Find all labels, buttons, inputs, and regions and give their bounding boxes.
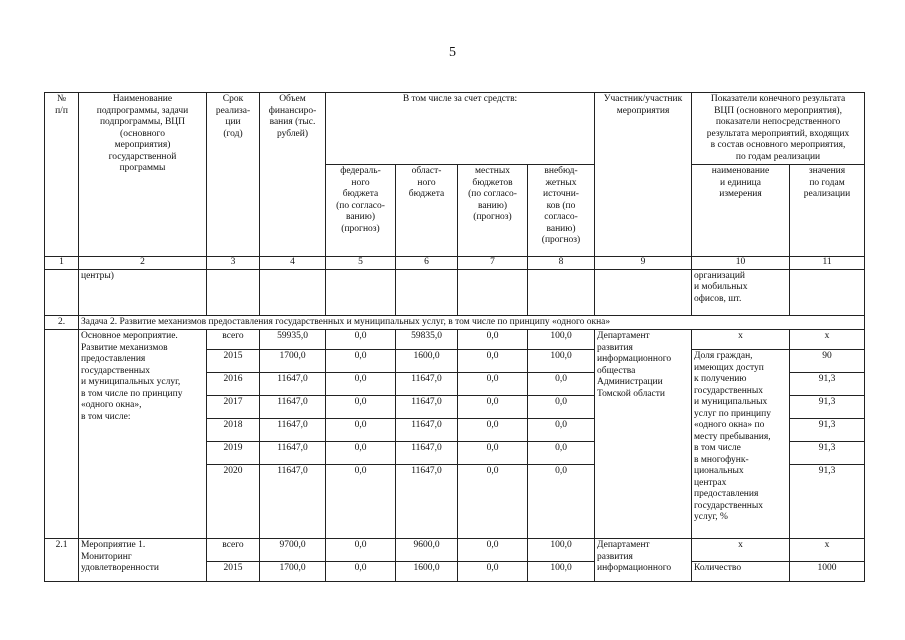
regional: 11647,0 xyxy=(396,465,458,539)
cell xyxy=(260,269,326,315)
federal: 0,0 xyxy=(326,562,396,582)
local: 0,0 xyxy=(458,562,528,582)
header-ind-values: значения по годам реализации xyxy=(790,165,865,257)
cell xyxy=(396,269,458,315)
total: 1700,0 xyxy=(260,350,326,373)
header-participant: Участник/участник мероприятия xyxy=(595,93,692,257)
year: 2016 xyxy=(207,373,260,396)
task-text: Задача 2. Развитие механизмов предоставления государственных и муниципальных услуг, в том числе по принципу «одного окна» xyxy=(79,315,865,330)
extrabudget: 0,0 xyxy=(528,419,595,442)
extrabudget: 100,0 xyxy=(528,330,595,350)
cell xyxy=(595,269,692,315)
local: 0,0 xyxy=(458,373,528,396)
indicator-name: Количество xyxy=(692,562,790,582)
total: 1700,0 xyxy=(260,562,326,582)
cell xyxy=(45,330,79,539)
continuation-name: центры) xyxy=(79,269,207,315)
main-event-row xyxy=(45,330,865,350)
total: 9700,0 xyxy=(260,539,326,562)
header-federal: федераль- ного бюджета (по согласо- ванию) (прогноз) xyxy=(326,165,396,257)
federal: 0,0 xyxy=(326,465,396,539)
federal: 0,0 xyxy=(326,419,396,442)
year: 2015 xyxy=(207,350,260,373)
header-extrabudget: внебюд- жетных источни- ков (по согласо- ванию) (прогноз) xyxy=(528,165,595,257)
local: 0,0 xyxy=(458,465,528,539)
col-number: 11 xyxy=(790,257,865,270)
regional: 1600,0 xyxy=(396,562,458,582)
federal: 0,0 xyxy=(326,373,396,396)
indicator-value: 91,3 xyxy=(790,442,865,465)
total: 11647,0 xyxy=(260,396,326,419)
indicator-value: х xyxy=(790,330,865,350)
column-numbers-row xyxy=(45,257,865,270)
cell xyxy=(458,269,528,315)
federal: 0,0 xyxy=(326,330,396,350)
federal: 0,0 xyxy=(326,396,396,419)
year: всего xyxy=(207,330,260,350)
header-term: Срок реализа- ции (год) xyxy=(207,93,260,257)
header-volume: Объем финансиро- вания (тыс. рублей) xyxy=(260,93,326,257)
indicator-value: 90 xyxy=(790,350,865,373)
cell xyxy=(45,269,79,315)
col-number: 7 xyxy=(458,257,528,270)
regional: 9600,0 xyxy=(396,539,458,562)
indicator-value: 1000 xyxy=(790,562,865,582)
header-ind-name: наименование и единица измерения xyxy=(692,165,790,257)
continuation-indicator: организаций и мобильных офисов, шт. xyxy=(692,269,790,315)
col-number: 6 xyxy=(396,257,458,270)
page-number: 5 xyxy=(449,45,456,60)
extrabudget: 0,0 xyxy=(528,373,595,396)
program-table xyxy=(44,92,865,582)
col-number: 8 xyxy=(528,257,595,270)
cell xyxy=(207,269,260,315)
indicator-name: х xyxy=(692,539,790,562)
header-local: местных бюджетов (по согласо- ванию) (прогноз) xyxy=(458,165,528,257)
total: 11647,0 xyxy=(260,442,326,465)
total: 11647,0 xyxy=(260,373,326,396)
local: 0,0 xyxy=(458,396,528,419)
event-2-1-row xyxy=(45,539,865,562)
event-num: 2.1 xyxy=(45,539,79,582)
task-row xyxy=(45,315,865,330)
total: 11647,0 xyxy=(260,465,326,539)
extrabudget: 100,0 xyxy=(528,562,595,582)
continuation-row xyxy=(45,269,865,315)
year: 2015 xyxy=(207,562,260,582)
indicator-value: 91,3 xyxy=(790,419,865,442)
cell xyxy=(326,269,396,315)
regional: 1600,0 xyxy=(396,350,458,373)
regional: 59835,0 xyxy=(396,330,458,350)
col-number: 9 xyxy=(595,257,692,270)
main-event-name: Основное мероприятие. Развитие механизмов предоставления государственных и муниципальных услуг, в том числе по принципу «одного окна», в том числе: xyxy=(79,330,207,539)
header-including: В том числе за счет средств: xyxy=(326,93,595,165)
event-name: Мероприятие 1. Мониторинг удовлетворенности xyxy=(79,539,207,582)
local: 0,0 xyxy=(458,442,528,465)
federal: 0,0 xyxy=(326,442,396,465)
local: 0,0 xyxy=(458,350,528,373)
col-number: 3 xyxy=(207,257,260,270)
total: 11647,0 xyxy=(260,419,326,442)
regional: 11647,0 xyxy=(396,442,458,465)
extrabudget: 0,0 xyxy=(528,396,595,419)
header-num: № п/п xyxy=(45,93,79,257)
year: 2017 xyxy=(207,396,260,419)
header-indicators: Показатели конечного результата ВЦП (основного мероприятия), показатели непосредственного результата мероприятий, входящих в состав основного мероприятия, по годам реализации xyxy=(692,93,865,165)
local: 0,0 xyxy=(458,539,528,562)
task-num: 2. xyxy=(45,315,79,330)
total: 59935,0 xyxy=(260,330,326,350)
event-participant: Департамент развития информационного xyxy=(595,539,692,582)
main-event-participant: Департамент развития информационного общества Администрации Томской области xyxy=(595,330,692,539)
federal: 0,0 xyxy=(326,539,396,562)
indicator-value: 91,3 xyxy=(790,465,865,539)
header-name: Наименование подпрограммы, задачи подпрограммы, ВЦП (основного мероприятия) государственной программы xyxy=(79,93,207,257)
regional: 11647,0 xyxy=(396,419,458,442)
extrabudget: 100,0 xyxy=(528,350,595,373)
cell xyxy=(790,269,865,315)
col-number: 10 xyxy=(692,257,790,270)
col-number: 2 xyxy=(79,257,207,270)
col-number: 4 xyxy=(260,257,326,270)
main-event-indicator-name: Доля граждан, имеющих доступ к получению государственных и муниципальных услуг по принципу «одного окна» по месту пребывания, в том числе в многофунк- циональных центрах предоставления государственных услуг, % xyxy=(692,350,790,539)
local: 0,0 xyxy=(458,419,528,442)
indicator-value: х xyxy=(790,539,865,562)
extrabudget: 100,0 xyxy=(528,539,595,562)
regional: 11647,0 xyxy=(396,396,458,419)
header-regional: област- ного бюджета xyxy=(396,165,458,257)
col-number: 1 xyxy=(45,257,79,270)
col-number: 5 xyxy=(326,257,396,270)
year: 2020 xyxy=(207,465,260,539)
regional: 11647,0 xyxy=(396,373,458,396)
year: всего xyxy=(207,539,260,562)
federal: 0,0 xyxy=(326,350,396,373)
year: 2018 xyxy=(207,419,260,442)
indicator-value: 91,3 xyxy=(790,373,865,396)
indicator-name-first: х xyxy=(692,330,790,350)
cell xyxy=(528,269,595,315)
extrabudget: 0,0 xyxy=(528,442,595,465)
extrabudget: 0,0 xyxy=(528,465,595,539)
local: 0,0 xyxy=(458,330,528,350)
indicator-value: 91,3 xyxy=(790,396,865,419)
year: 2019 xyxy=(207,442,260,465)
